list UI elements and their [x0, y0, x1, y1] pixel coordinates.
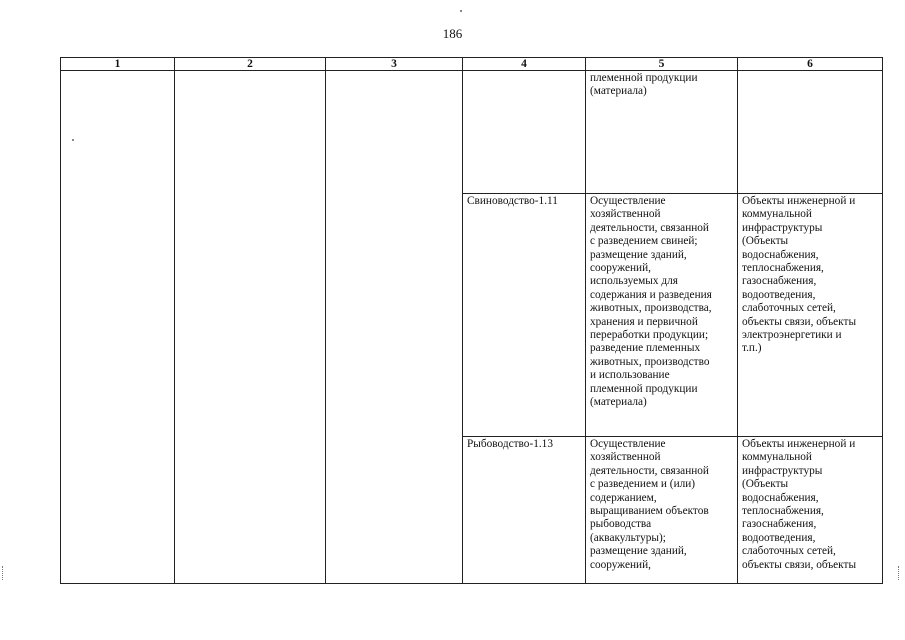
column-header-1: 1: [61, 58, 175, 71]
cell-col6: [738, 71, 883, 194]
cell-activity-type: Свиноводство-1.11: [463, 194, 586, 437]
cell-activity-description: Осуществление хозяйственной деятельности, связанной с разведением и (или) содержанием, выращиванием объектов рыбоводства (аквакультуры); размещение зданий, сооружений,: [586, 437, 738, 584]
cell-col4: [463, 71, 586, 194]
cell-activity-description: Осуществление хозяйственной деятельности, связанной с разведением свиней; размещение зданий, сооружений, используемых для содержания и разведения животных, производства, хранения и первичной переработки продукции; разведение племенных животных, производство и использование племенной продукции (материала): [586, 194, 738, 437]
column-header-5: 5: [586, 58, 738, 71]
column-header-2: 2: [175, 58, 326, 71]
page-number: 186: [442, 26, 463, 41]
cell-col5: племенной продукции (материала): [586, 71, 738, 194]
cell-activity-type: Рыбоводство-1.13: [463, 437, 586, 584]
cell-auxiliary-objects: Объекты инженерной и коммунальной инфраструктуры (Объекты водоснабжения, теплоснабжения, газоснабжения, водоотведения, слаботочных сетей, объекты связи, объекты электроэнергетики и т.п.): [738, 194, 883, 437]
scan-edge-mark: [898, 566, 902, 580]
cell-col1: [61, 71, 175, 584]
table-header-row: [61, 58, 883, 71]
column-header-6: 6: [738, 58, 883, 71]
column-header-3: 3: [326, 58, 463, 71]
cell-col3: [326, 71, 463, 584]
table-row: [61, 71, 883, 194]
column-header-4: 4: [463, 58, 586, 71]
scan-edge-mark: [2, 566, 6, 580]
cell-auxiliary-objects: Объекты инженерной и коммунальной инфраструктуры (Объекты водоснабжения, теплоснабжения, газоснабжения, водоотведения, слаботочных сетей, объекты связи, объекты: [738, 437, 883, 584]
land-use-table: [60, 57, 883, 584]
scan-dot: [460, 10, 462, 12]
cell-col2: [175, 71, 326, 584]
scan-dot: [72, 139, 74, 141]
